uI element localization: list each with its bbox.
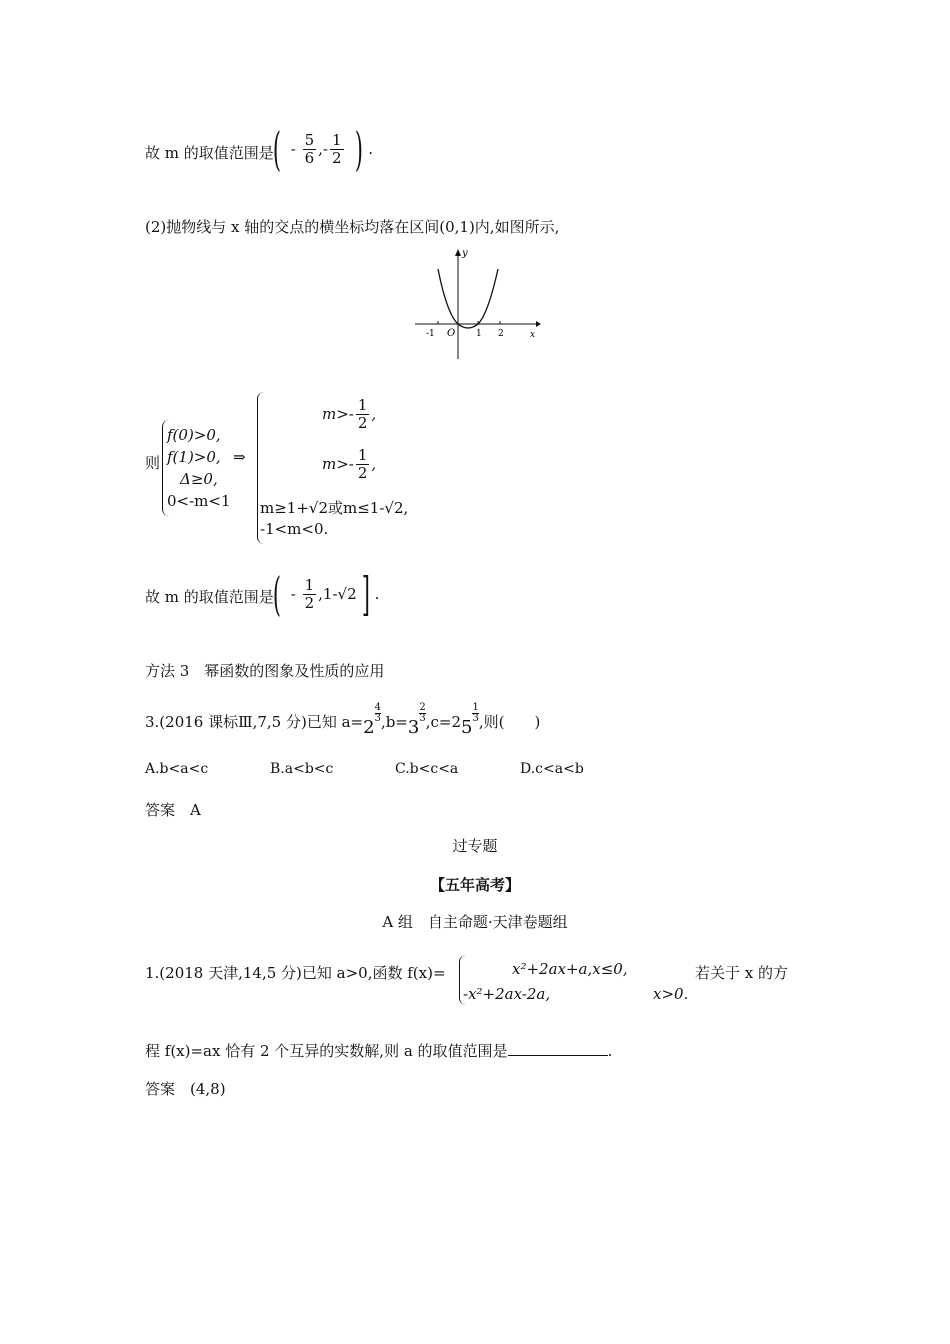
b-lead: ,b= xyxy=(380,713,408,731)
c-base: 5 xyxy=(461,717,473,738)
numerator: 1 xyxy=(357,396,368,414)
right-cond-1 xyxy=(322,397,376,431)
section-title: 过专题 xyxy=(452,837,498,855)
denominator: 6 xyxy=(304,148,315,167)
parabola-curve xyxy=(438,269,498,328)
fraction-1-2 xyxy=(303,577,317,611)
q3-suffix: ,则( ) xyxy=(478,713,541,731)
piecewise-case-2: -x²+2ax-2a, xyxy=(463,985,551,1003)
period: . xyxy=(374,585,380,603)
condition-f0: f(0)>0, xyxy=(167,426,221,444)
parabola-graph xyxy=(410,244,545,362)
exp-num: 1 xyxy=(472,702,479,713)
option-a[interactable]: A.b<a<c xyxy=(145,761,209,777)
fraction-5-6 xyxy=(303,132,317,166)
x-label: x xyxy=(530,330,536,340)
question-1-tail: 若关于 x 的方 xyxy=(695,964,788,982)
exp-den: 3 xyxy=(472,713,479,724)
m-greater: m>- xyxy=(322,455,354,473)
c-lead: ,c=2 xyxy=(425,713,461,731)
range-interval-2 xyxy=(268,567,380,631)
group-title: A 组 自主命题·天津卷题组 xyxy=(382,913,568,931)
method-heading: 方法 3 幂函数的图象及性质的应用 xyxy=(145,662,385,680)
tick-label-neg1: -1 xyxy=(426,329,435,339)
condition-f1: f(1)>0, xyxy=(167,448,221,466)
denominator: 2 xyxy=(304,593,315,612)
denominator: 2 xyxy=(332,148,342,167)
q3-prefix: 3.(2016 课标Ⅲ,7,5 分)已知 a= xyxy=(145,713,364,731)
part2-statement: (2)抛物线与 x 轴的交点的横坐标均落在区间(0,1)内,如图所示, xyxy=(145,218,560,236)
range-statement-2: 故 m 的取值范围是 xyxy=(145,588,274,606)
left-conditions xyxy=(167,424,231,512)
denominator: 2 xyxy=(357,413,368,432)
left-paren: ( xyxy=(272,122,282,176)
question-1-prefix: 1.(2018 天津,14,5 分)已知 a>0,函数 f(x)= xyxy=(145,964,446,982)
option-d[interactable]: D.c<a<b xyxy=(520,761,584,777)
left-paren: ( xyxy=(272,567,282,621)
comma: , xyxy=(371,455,377,473)
answer-3: 答案 A xyxy=(145,801,201,819)
q1-line2-text: 程 f(x)=ax 恰有 2 个互异的实数解,则 a 的取值范围是 xyxy=(145,1042,508,1060)
exp-den: 3 xyxy=(419,713,426,724)
fraction-1-2 xyxy=(356,397,370,431)
exp-den: 3 xyxy=(374,713,381,724)
question-1-line2 xyxy=(145,1040,612,1061)
a-base: 2 xyxy=(363,717,375,738)
answer-blank[interactable] xyxy=(508,1043,608,1056)
answer-1: 答案 (4,8) xyxy=(145,1080,226,1098)
period: . xyxy=(607,1042,613,1060)
exp-num: 4 xyxy=(374,702,381,713)
y-axis-arrow xyxy=(455,249,461,256)
condition-delta: Δ≥0, xyxy=(180,470,218,488)
y-label: y xyxy=(462,248,468,259)
fraction-1-2 xyxy=(330,132,344,166)
piecewise-case-1: x²+2ax+a,x≤0, xyxy=(512,960,628,978)
numerator: 1 xyxy=(357,446,368,464)
minus-sign: - xyxy=(322,140,328,158)
condition-m-range: 0<-m<1 xyxy=(167,492,231,510)
numerator: 1 xyxy=(332,131,342,149)
right-paren: ) xyxy=(355,122,364,176)
x-axis-arrow xyxy=(536,321,541,327)
question-3-stem xyxy=(145,703,540,738)
right-cond-4: -1<m<0. xyxy=(260,520,329,538)
range-statement-1 xyxy=(145,142,274,163)
option-b[interactable]: B.a<b<c xyxy=(270,761,334,777)
minus-sign: - xyxy=(290,140,296,158)
range-interval-1 xyxy=(268,122,374,186)
section-subtitle: 【五年高考】 xyxy=(429,876,520,894)
period: . xyxy=(368,140,374,158)
then-label: 则 xyxy=(145,454,161,472)
right-cond-3: m≥1+√2或m≤1-√2, xyxy=(260,499,409,517)
option-c[interactable]: C.b<c<a xyxy=(395,761,459,777)
numerator: 5 xyxy=(304,131,315,149)
tick-label-2: 2 xyxy=(498,329,504,339)
right-bracket: ] xyxy=(361,567,370,621)
range-label: 故 m 的取值范围是 xyxy=(145,144,274,162)
upper-bound: ,1-√2 xyxy=(318,585,357,603)
exp-num: 2 xyxy=(419,702,426,713)
right-cond-2 xyxy=(322,447,376,481)
b-base: 3 xyxy=(407,717,420,738)
m-greater: m>- xyxy=(322,405,354,423)
implies-arrow: ⇒ xyxy=(233,448,246,466)
minus-sign: - xyxy=(290,585,296,603)
fraction-1-2 xyxy=(356,447,370,481)
piecewise-case-2-condition: x>0. xyxy=(653,985,689,1003)
comma: , xyxy=(371,405,377,423)
denominator: 2 xyxy=(357,463,368,482)
comma: , xyxy=(318,140,323,158)
origin-label: O xyxy=(447,328,456,339)
numerator: 1 xyxy=(304,576,315,594)
tick-label-1: 1 xyxy=(476,329,482,339)
